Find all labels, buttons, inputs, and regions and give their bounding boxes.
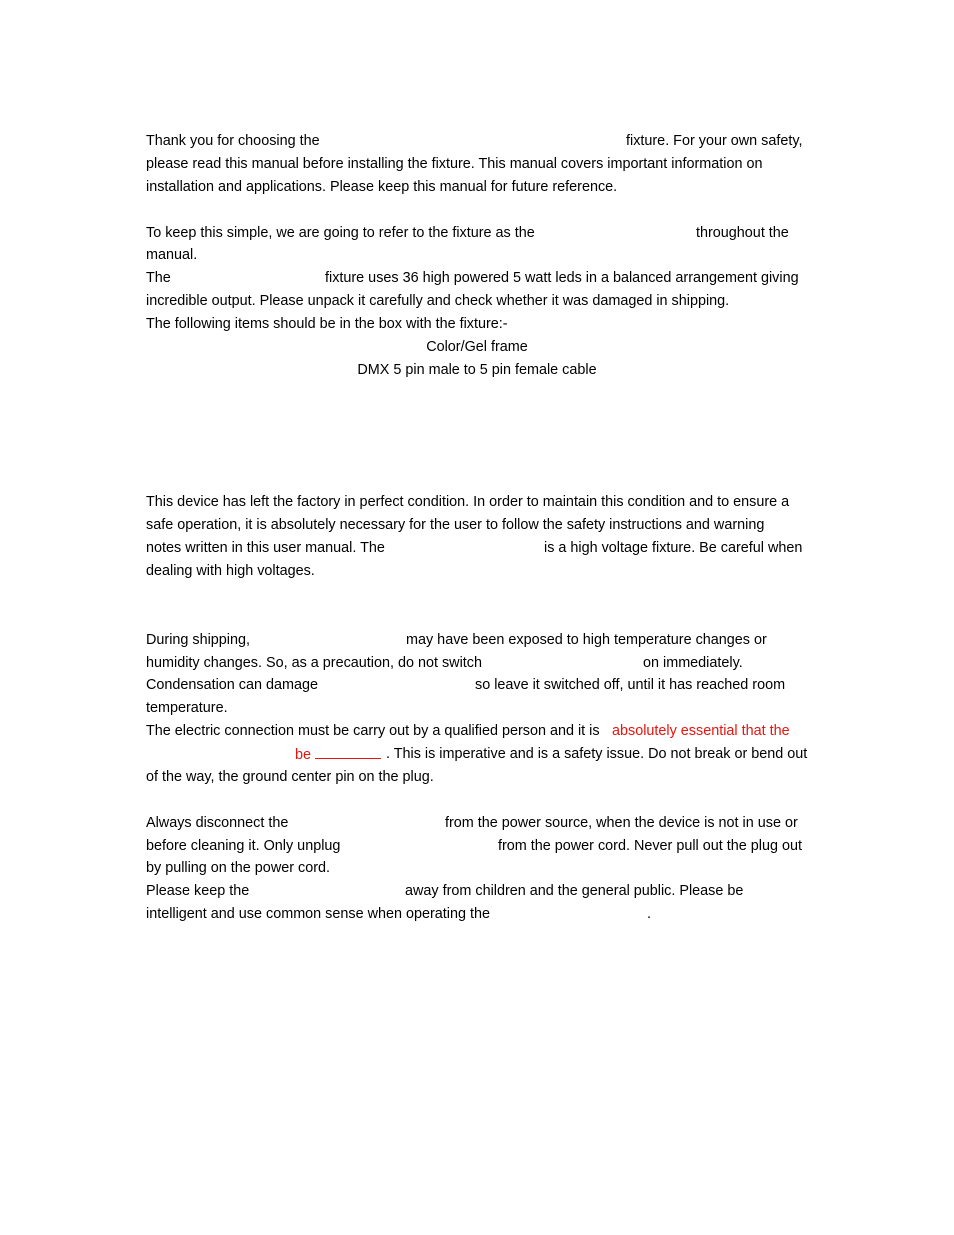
p5-line4-start: Please keep the (146, 883, 250, 899)
p4-line6-end: . This is imperative and is a safety issue. Do not break or bend out (386, 746, 808, 762)
p2-line1-start: To keep this simple, we are going to refer to the fixture as the (146, 225, 535, 241)
p3-line4: dealing with high voltages. (146, 563, 315, 579)
p5-line2-start: before cleaning it. Only unplug (146, 838, 341, 854)
p3-line2: safe operation, it is absolutely necessary for the user to follow the safety instructions and warning (146, 517, 765, 533)
p1-line2: please read this manual before installing the fixture. This manual covers important information on (146, 156, 763, 172)
p4-line3-end: so leave it switched off, until it has reached room (475, 677, 786, 693)
p5-line5-end: . (647, 906, 651, 922)
p5-line1-start: Always disconnect the (146, 815, 289, 831)
p5-line2-end: from the power cord. Never pull out the plug out (498, 838, 802, 854)
box-item-dmx-cable: DMX 5 pin male to 5 pin female cable (357, 362, 597, 378)
p2-line1-end: throughout the (696, 225, 789, 241)
p4-line2-end: on immediately. (643, 655, 743, 671)
p1-line1-start: Thank you for choosing the (146, 133, 320, 149)
warning-blank-underline (315, 745, 381, 759)
p5-line1-end: from the power source, when the device is not in use or (445, 815, 798, 831)
p2-line4: incredible output. Please unpack it carefully and check whether it was damaged in shipping. (146, 293, 730, 309)
p4-line3-start: Condensation can damage (146, 677, 319, 693)
p5-line5-start: intelligent and use common sense when operating the (146, 906, 490, 922)
p4-line7: of the way, the ground center pin on the plug. (146, 769, 434, 785)
p2-line2: manual. (146, 247, 198, 263)
box-item-color-gel-frame: Color/Gel frame (426, 339, 528, 355)
p3-line3-end: is a high voltage fixture. Be careful when (544, 540, 803, 556)
p2-line5: The following items should be in the box with the fixture:- (146, 316, 508, 332)
p4-line1-end: may have been exposed to high temperature changes or (406, 632, 767, 648)
p2-line3-start: The (146, 270, 171, 286)
p4-line6-warning (295, 745, 381, 764)
p1-line3: installation and applications. Please keep this manual for future reference. (146, 179, 618, 195)
p4-line2-start: humidity changes. So, as a precaution, do not switch (146, 655, 482, 671)
p4-line4: temperature. (146, 700, 228, 716)
p4-line1-start: During shipping, (146, 632, 250, 648)
p3-line1: This device has left the factory in perfect condition. In order to maintain this condition and to ensure a (146, 494, 790, 510)
p2-line3-end: fixture uses 36 high powered 5 watt leds in a balanced arrangement giving (325, 270, 799, 286)
warning-be-text: be (295, 747, 312, 763)
p3-line3-start: notes written in this user manual. The (146, 540, 385, 556)
p5-line4-end: away from children and the general public. Please be (405, 883, 744, 899)
p1-line1-end: fixture. For your own safety, (626, 133, 803, 149)
p5-line3: by pulling on the power cord. (146, 860, 330, 876)
p4-line5-start: The electric connection must be carry out by a qualified person and it is (146, 723, 600, 739)
p4-line5-warning: absolutely essential that the (612, 723, 790, 739)
